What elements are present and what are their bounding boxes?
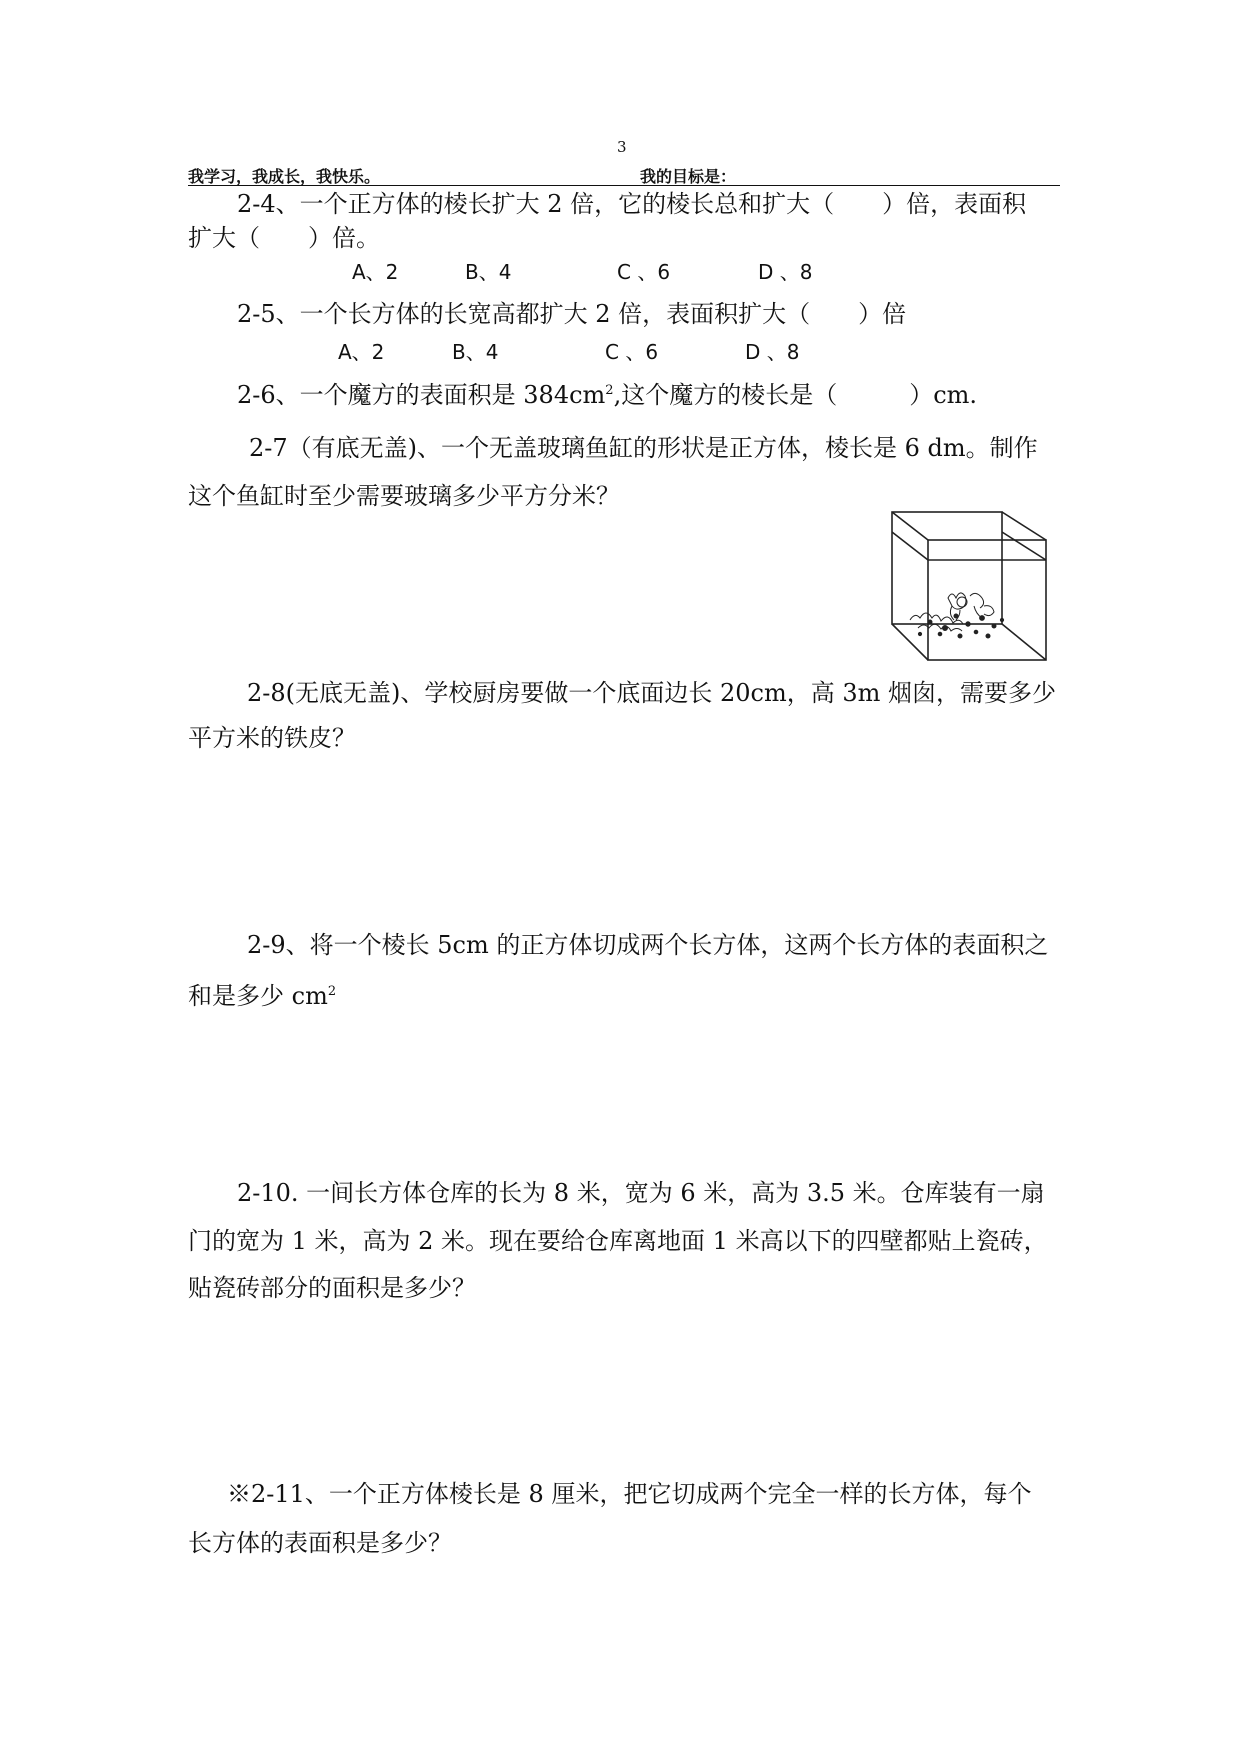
q2-11-line2: 长方体的表面积是多少？ <box>188 1529 452 1557</box>
q2-5-option-d: D 、8 <box>745 340 800 364</box>
header-motto: 我学习，我成长，我快乐。 <box>188 167 381 186</box>
q2-9-line1: 2-9、将一个棱长 5cm 的正方体切成两个长方体，这两个长方体的表面积之 <box>247 931 1049 959</box>
q2-7-line1: 2-7（有底无盖)、一个无盖玻璃鱼缸的形状是正方体，棱长是 6 dm。制作 <box>249 434 1038 462</box>
q2-10-line3: 贴瓷砖部分的面积是多少？ <box>188 1274 476 1302</box>
q2-8-line2: 平方米的铁皮？ <box>188 724 356 752</box>
q2-6-text-after: ,这个魔方的棱长是（ ）cm. <box>613 381 978 409</box>
q2-5-line1: 2-5、一个长方体的长宽高都扩大 2 倍，表面积扩大（ ）倍 <box>237 300 907 328</box>
header-goal: 我的目标是： <box>640 167 737 186</box>
q2-8-line1: 2-8(无底无盖)、学校厨房要做一个底面边长 20cm，高 3m 烟囱，需要多少 <box>247 679 1057 707</box>
q2-6-line1 <box>237 379 977 411</box>
q2-10-line1: 2-10. 一间长方体仓库的长为 8 米，宽为 6 米，高为 3.5 米。仓库装有一扇 <box>237 1179 1045 1207</box>
q2-9-line2 <box>188 980 336 1012</box>
q2-11-line1: ※2-11、一个正方体棱长是 8 厘米，把它切成两个完全一样的长方体，每个 <box>227 1480 1032 1508</box>
q2-5-option-b: B、4 <box>452 340 499 364</box>
q2-4-option-b: B、4 <box>465 260 512 284</box>
q2-4-line1: 2-4、一个正方体的棱长扩大 2 倍，它的棱长总和扩大（ ）倍，表面积 <box>237 190 1027 218</box>
q2-6-text-before: 2-6、一个魔方的表面积是 384cm <box>237 381 606 409</box>
q2-9-superscript: 2 <box>327 984 337 999</box>
q2-10-line2: 门的宽为 1 米，高为 2 米。现在要给仓库离地面 1 米高以下的四壁都贴上瓷砖， <box>188 1227 1048 1255</box>
q2-4-line2: 扩大（ ）倍。 <box>188 224 380 252</box>
page-number: 3 <box>617 138 627 156</box>
fish-tank-illustration <box>890 510 1050 665</box>
q2-4-option-c: C 、6 <box>617 260 671 284</box>
header-rule <box>188 185 1060 186</box>
q2-5-option-c: C 、6 <box>605 340 659 364</box>
q2-4-option-d: D 、8 <box>758 260 813 284</box>
q2-4-option-a: A、2 <box>352 260 399 284</box>
q2-9-text-before: 和是多少 cm <box>188 982 328 1010</box>
q2-7-line2: 这个鱼缸时至少需要玻璃多少平方分米？ <box>188 482 620 510</box>
q2-6-superscript: 2 <box>605 383 614 398</box>
q2-5-option-a: A、2 <box>338 340 385 364</box>
